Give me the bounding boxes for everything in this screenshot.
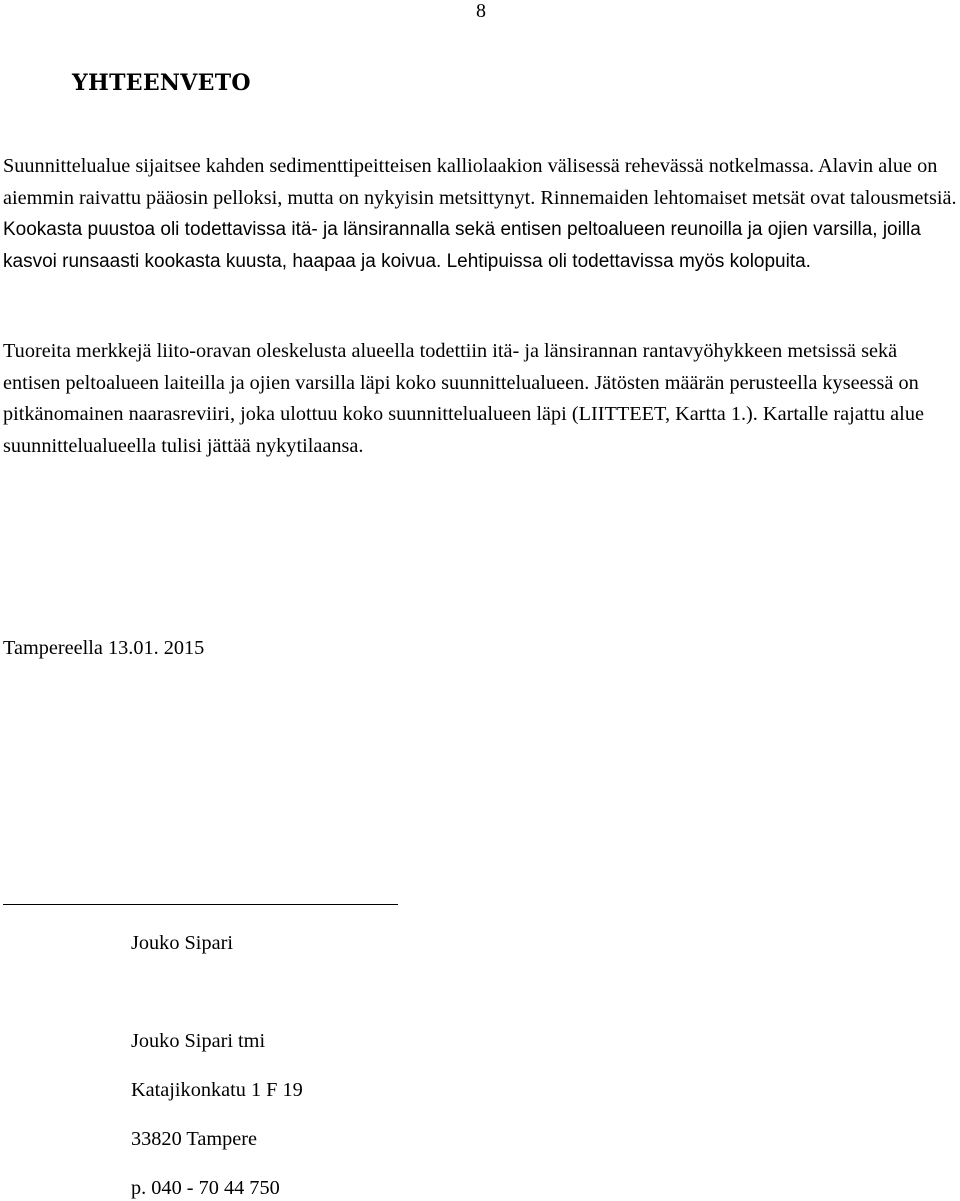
place-and-date: Tampereella 13.01. 2015 xyxy=(3,637,205,659)
summary-paragraph-1 xyxy=(3,151,958,277)
summary-paragraph-2: Tuoreita merkkejä liito-oravan oleskelusta alueella todettiin itä- ja länsirannan rantavyöhykkeen metsissä sekä entisen peltoalueen laiteilla ja ojien varsilla läpi koko suunnittelualueen. Jätösten määrän perusteella kyseessä on pitkänomainen naarasreviiri, joka ulottuu koko suunnittelualueen läpi (LIITTEET, Kartta 1.). Kartalle rajattu alue suunnittelualueella tulisi jättää nykytilaansa. xyxy=(3,340,924,457)
signer-name: Jouko Sipari xyxy=(131,932,233,954)
signature-line xyxy=(3,904,398,905)
street-address: Katajikonkatu 1 F 19 xyxy=(131,1079,303,1101)
phone-number: p. 040 - 70 44 750 xyxy=(131,1177,280,1199)
page-number: 8 xyxy=(476,0,486,22)
signer-company: Jouko Sipari tmi xyxy=(131,1030,266,1052)
paragraph-1-text-serif: Suunnittelualue sijaitsee kahden sedimenttipeitteisen kalliolaakion välisessä rehevässä notkelmassa. Alavin alue on aiemmin raivattu pääosin pelloksi, mutta on nykyisin metsittynyt. Rinnemaiden lehtomaiset metsät ovat talousmetsiä. xyxy=(3,155,957,209)
document-title: YHTEENVETO xyxy=(72,70,251,96)
paragraph-1-text-sans: Kookasta puustoa oli todettavissa itä- ja länsirannalla sekä entisen peltoalueen reunoilla ja ojien varsilla, joilla kasvoi runsaasti kookasta kuusta, haapaa ja koivua. Lehtipuissa oli todettavissa myös kolopuita. xyxy=(3,219,921,272)
postal-city: 33820 Tampere xyxy=(131,1128,258,1150)
